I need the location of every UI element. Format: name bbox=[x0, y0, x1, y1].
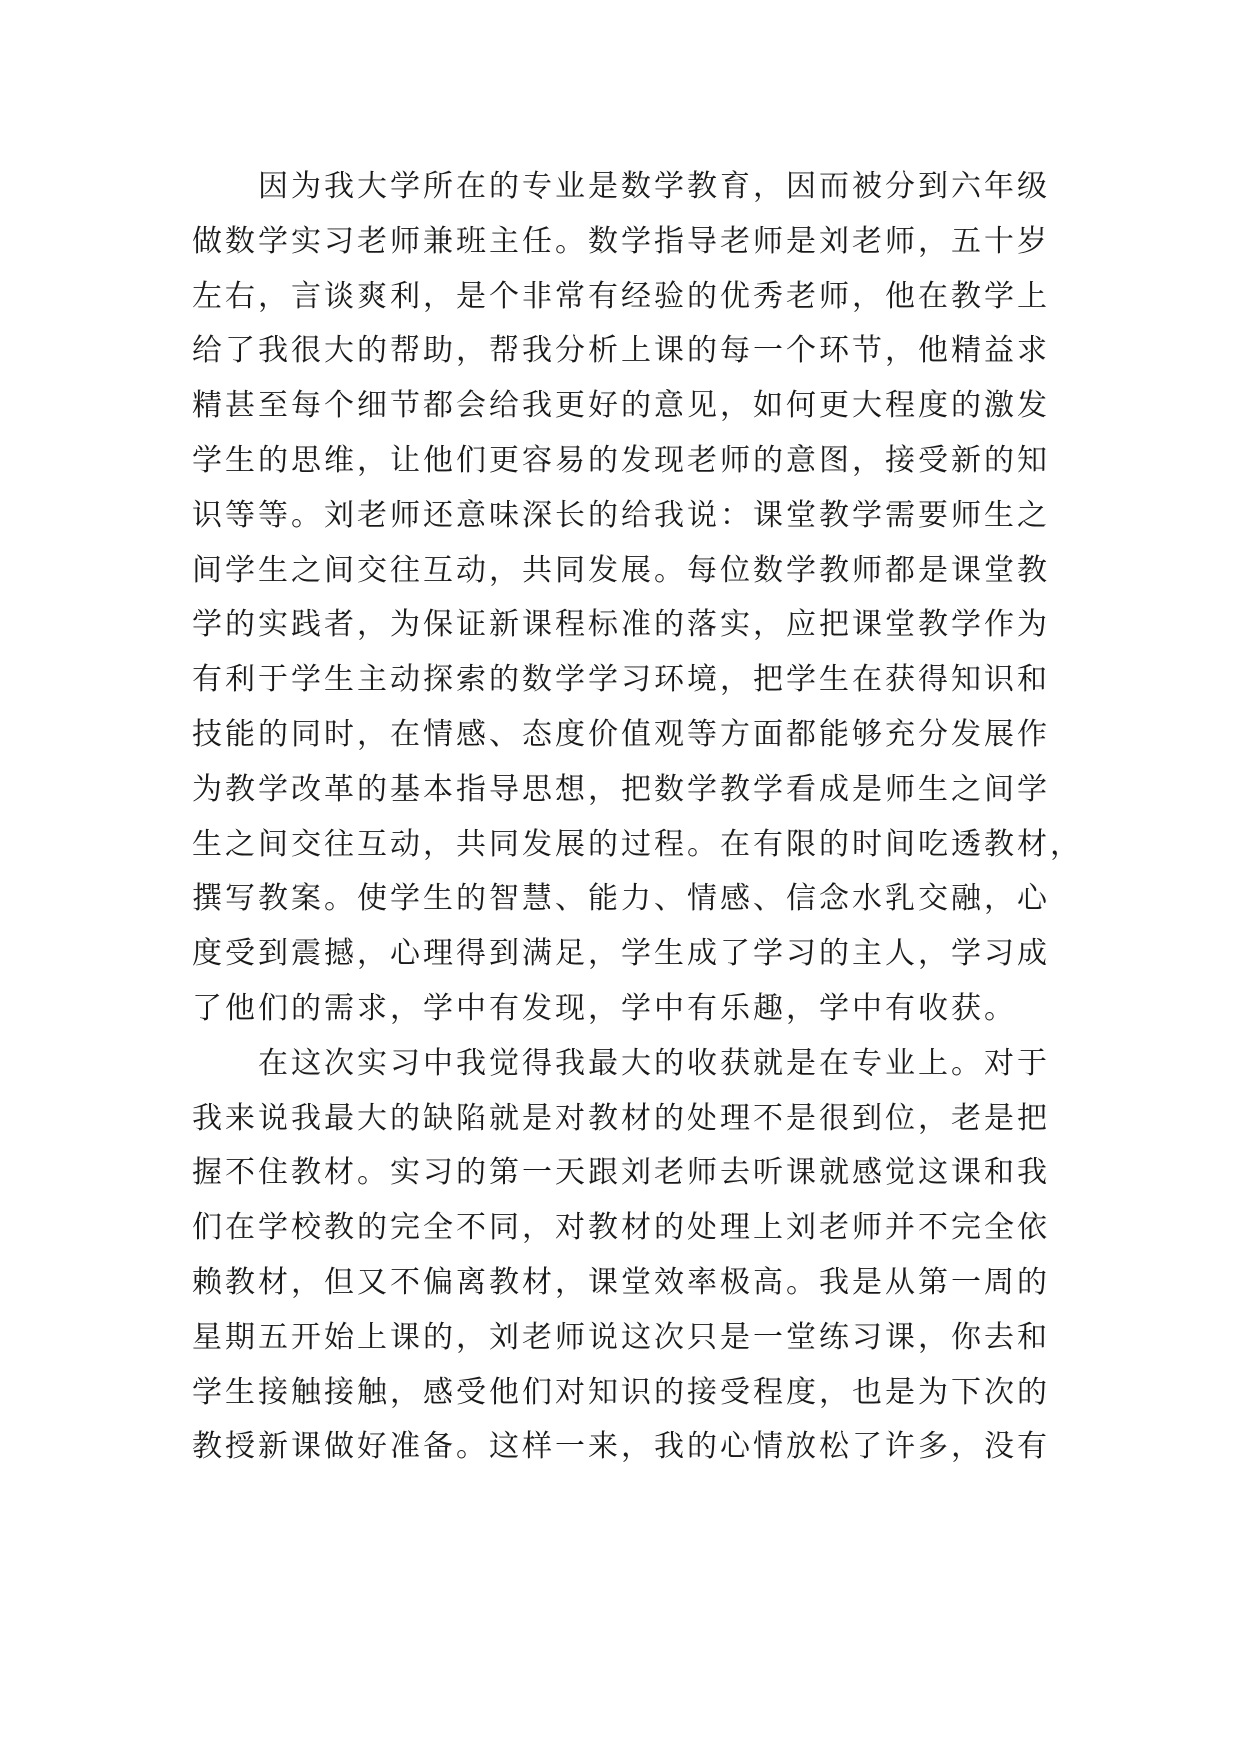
text-line: 技能的同时，在情感、态度价值观等方面都能够充分发展作 bbox=[192, 716, 1050, 752]
text-line: 撰写教案。使学生的智慧、能力、情感、信念水乳交融，心 bbox=[192, 881, 1050, 917]
text-line: 了他们的需求，学中有发现，学中有乐趣，学中有收获。 bbox=[192, 990, 1017, 1026]
text-line: 星期五开始上课的，刘老师说这次只是一堂练习课，你去和 bbox=[192, 1319, 1050, 1355]
text-line: 学生接触接触，感受他们对知识的接受程度，也是为下次的 bbox=[192, 1374, 1050, 1410]
document-body bbox=[192, 160, 1083, 1475]
text-line: 生之间交往互动，共同发展的过程。在有限的时间吃透教材， bbox=[192, 826, 1083, 862]
text-line: 我来说我最大的缺陷就是对教材的处理不是很到位，老是把 bbox=[192, 1100, 1050, 1136]
text-line: 间学生之间交往互动，共同发展。每位数学教师都是课堂教 bbox=[192, 552, 1050, 588]
text-line: 握不住教材。实习的第一天跟刘老师去听课就感觉这课和我 bbox=[192, 1155, 1050, 1191]
text-line: 左右，言谈爽利，是个非常有经验的优秀老师，他在教学上 bbox=[192, 278, 1050, 314]
paragraph bbox=[192, 1037, 1052, 1475]
text-line: 度受到震撼，心理得到满足，学生成了学习的主人，学习成 bbox=[192, 936, 1050, 972]
text-line: 有利于学生主动探索的数学学习环境，把学生在获得知识和 bbox=[192, 662, 1050, 698]
text-line: 精甚至每个细节都会给我更好的意见，如何更大程度的激发 bbox=[192, 388, 1050, 424]
text-line: 们在学校教的完全不同，对教材的处理上刘老师并不完全依 bbox=[192, 1210, 1050, 1246]
paragraph bbox=[192, 160, 1083, 1037]
text-line: 给了我很大的帮助，帮我分析上课的每一个环节，他精益求 bbox=[192, 333, 1050, 369]
text-line: 赖教材，但又不偏离教材，课堂效率极高。我是从第一周的 bbox=[192, 1264, 1050, 1300]
text-line: 学生的思维，让他们更容易的发现老师的意图，接受新的知 bbox=[192, 442, 1050, 478]
text-line: 为教学改革的基本指导思想，把数学教学看成是师生之间学 bbox=[192, 771, 1050, 807]
text-line: 因为我大学所在的专业是数学教育，因而被分到六年级 bbox=[192, 169, 1050, 204]
text-line: 在这次实习中我觉得我最大的收获就是在专业上。对于 bbox=[192, 1045, 1050, 1081]
text-line: 识等等。刘老师还意味深长的给我说：课堂教学需要师生之 bbox=[192, 497, 1050, 533]
text-line: 做数学实习老师兼班主任。数学指导老师是刘老师，五十岁 bbox=[192, 223, 1050, 259]
text-line: 教授新课做好准备。这样一来，我的心情放松了许多，没有 bbox=[192, 1429, 1050, 1465]
text-line: 学的实践者，为保证新课程标准的落实，应把课堂教学作为 bbox=[192, 607, 1050, 643]
